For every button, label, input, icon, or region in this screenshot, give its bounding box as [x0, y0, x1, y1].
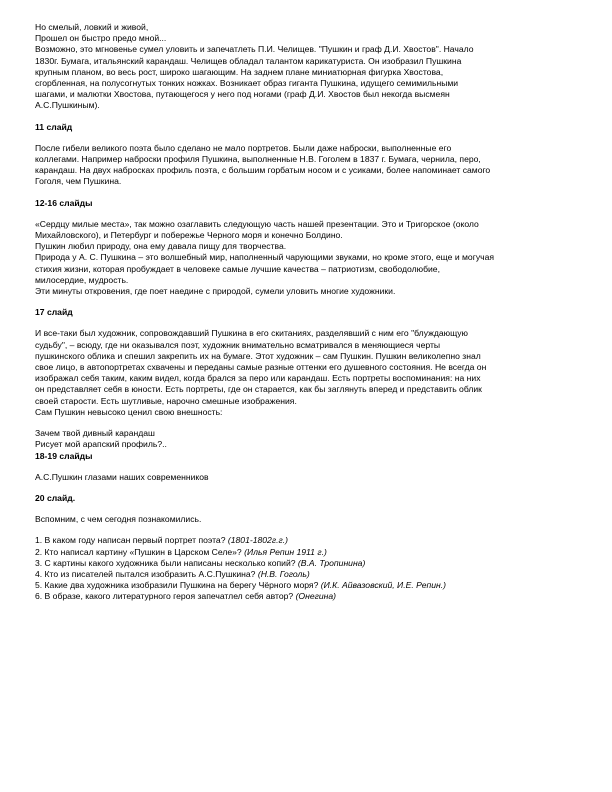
quiz-list: [35, 535, 582, 602]
section-heading-18-19: 18-19 слайды: [35, 450, 93, 461]
section-heading-20: 20 слайд.: [35, 492, 76, 503]
text-line: Эти минуты откровения, где поет наедине с природой, сумели уловить многие художники.: [35, 286, 396, 297]
text-line: Зачем твой дивный карандаш: [35, 428, 155, 439]
text-line: Пушкин любил природу, она ему давала пищу для творчества.: [35, 241, 287, 252]
text-line: он представляет себя в юности. Есть портреты, где он старается, как бы заглянуть вперед и представить облик: [35, 384, 482, 395]
text-line: Но смелый, ловкий и живой,: [35, 22, 149, 32]
section-heading-17: 17 слайд: [35, 307, 73, 318]
text-line: Прошел он быстро предо мной...: [35, 33, 167, 44]
quiz-item: [35, 558, 582, 569]
paragraph-12-16: [35, 219, 582, 297]
quiz-item: [35, 547, 582, 558]
quiz-question: 3. С картины какого художника были написаны несколько копий?: [35, 557, 296, 568]
quiz-answer: (1801-1802г.г.): [227, 535, 288, 546]
paragraph-11: [35, 143, 582, 188]
text-line: коллегами. Например наброски профиля Пушкина, выполненные Н.В. Гоголем в 1837 г. Бумага, чернила, перо,: [35, 154, 481, 165]
paragraph-17: [35, 328, 582, 418]
text-line: Сам Пушкин невысоко ценил свою внешность:: [35, 406, 223, 417]
text-line: А.С.Пушкиным).: [35, 100, 100, 111]
text-line: своей старости. Есть шутливые, нарочно смешные изображения.: [35, 395, 297, 406]
text-line: шагами, и малютки Хвостова, путающегося у него под ногами (граф Д.И. Хвостов был некогда высмеян: [35, 89, 450, 100]
text-line: «Сердцу милые места», так можно озаглавить следующую часть нашей презентации. Это и Тригорское (около: [35, 218, 479, 229]
text-line: Возможно, это мгновенье сумел уловить и запечатлеть П.И. Челищев. "Пушкин и граф Д.И. Хвостов". Начало: [35, 44, 474, 55]
text-line: милосердие, мудрость.: [35, 274, 129, 285]
quiz-item: [35, 569, 582, 580]
quiz-item: [35, 591, 582, 602]
text-line: судьбу", – всюду, где ни оказывался поэт, художник внимательно всматривался в меняющиеся черты: [35, 339, 441, 350]
opening-verse: [35, 22, 582, 44]
text-line: Рисует мой арапский профиль?..: [35, 439, 167, 450]
quiz-question: 1. В каком году написан первый портрет поэта?: [35, 535, 226, 546]
quiz-question: 5. Какие два художника изобразили Пушкина на берегу Чёрного моря?: [35, 580, 319, 591]
text-line: Михайловского), и Петербург и побережье Черного моря и конечно Болдино.: [35, 230, 343, 241]
quiz-question: 6. В образе, какого литературного героя запечатлел себя автор?: [35, 591, 294, 602]
text-line: После гибели великого поэта было сделано не мало портретов. Были даже наброски, выполненные его: [35, 142, 452, 153]
paragraph-chelishchev: [35, 44, 582, 111]
text-line: сгорбленная, на полусогнутых тонких ножках. Возникает образ гиганта Пушкина, идущего семимильными: [35, 78, 459, 89]
section-heading-11: 11 слайд: [35, 121, 73, 132]
quiz-answer: (В.А. Тропинина): [297, 557, 366, 568]
quiz-question: 4. Кто из писателей пытался изобразить А.С.Пушкина?: [35, 568, 256, 579]
paragraph-20-intro: [35, 514, 582, 525]
text-line: свое лицо, в автопортретах схвачены и переданы самые разные оттенки его душевного состояния. Не всегда он: [35, 362, 487, 373]
text-line: И все-таки был художник, сопровождавший Пушкина в его скитаниях, разделявший с ним его "блуждающую: [35, 328, 468, 339]
text-line: Гоголя, чем Пушкина.: [35, 176, 122, 187]
quiz-answer: (Н.В. Гоголь): [257, 568, 310, 579]
text-line: карандаш. На двух набросках профиль поэта, с большим горбатым носом и с усиками, более напоминает самого: [35, 165, 491, 176]
text-line: Природа у А. С. Пушкина – это волшебный мир, наполненный чарующими звуками, но кроме этого, еще и могучая: [35, 252, 495, 263]
text-line: стихия жизни, которая пробуждает в человеке самые лучшие качества – патриотизм, свободолюбие,: [35, 263, 440, 274]
quiz-item: [35, 580, 582, 591]
verse-17: [35, 428, 582, 450]
text-line: пушкинского облика и спешил закрепить их на бумаге. Этот художник – сам Пушкин. Пушкин великолепно знал: [35, 350, 481, 361]
text-line: А.С.Пушкин глазами наших современников: [35, 471, 209, 482]
text-line: 1830г. Бумага, итальянский карандаш. Челищев обладал талантом карикатуриста. Он изобразил Пушкина: [35, 55, 462, 66]
quiz-answer: (Онегина): [295, 591, 337, 602]
text-line: Вспомним, с чем сегодня познакомились.: [35, 514, 202, 525]
quiz-question: 2. Кто написал картину «Пушкин в Царском Селе»?: [35, 546, 242, 557]
text-line: крупным планом, во весь рост, широко шагающим. На заднем плане миниатюрная фигурка Хвостова,: [35, 66, 444, 77]
quiz-answer: (Илья Репин 1911 г.): [244, 546, 327, 557]
quiz-answer: (И.К. Айвазовский, И.Е. Репин.): [320, 580, 446, 591]
quiz-item: [35, 535, 582, 546]
paragraph-18-19: [35, 472, 582, 483]
text-line: изображал себя таким, каким видел, когда брался за перо или карандаш. Есть портреты воспоминания: на них: [35, 373, 481, 384]
section-heading-12-16: 12-16 слайды: [35, 197, 93, 208]
